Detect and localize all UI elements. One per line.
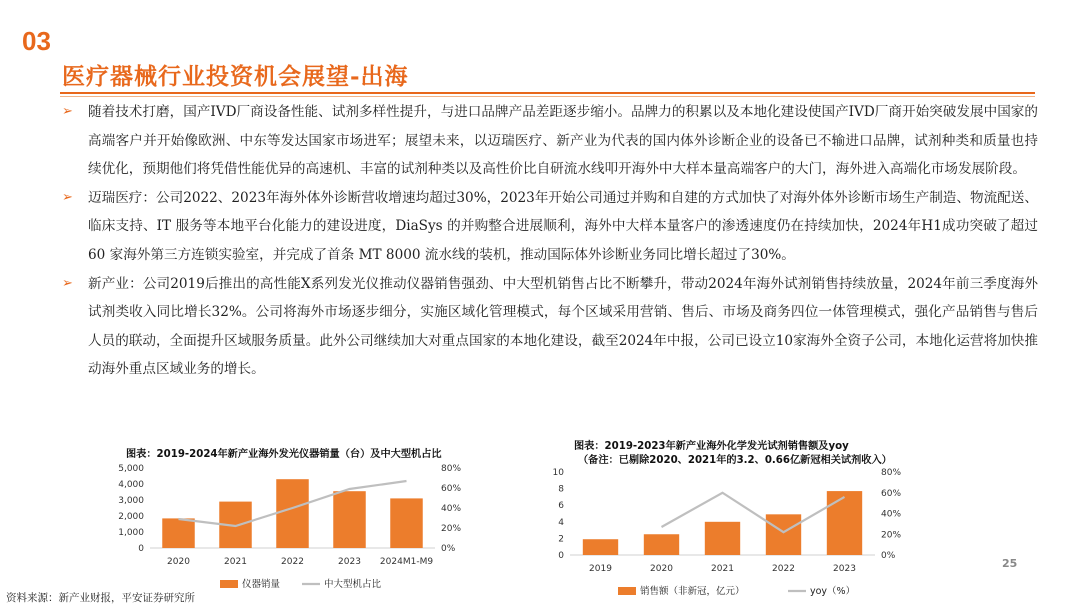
x-tick-label: 2022 — [281, 557, 304, 567]
x-tick-label: 2022 — [772, 564, 795, 574]
legend-label: 仪器销量 — [242, 579, 281, 590]
title-divider-thin — [60, 96, 1035, 97]
bullet-paragraph-2 — [60, 184, 1038, 270]
paragraph-text: 新产业：公司2019后推出的高性能X系列发光仪推动仪器销售强劲、中大型机销售占比不断攀升，带动2024年海外试剂销售持续放量，2024年前三季度海外试剂类收入同比增长32%。公司将海外市场逐步细分，实施区域化管理模式，每个区域采用营销、售后、市场及商务四位一体管理模式，强化产品销售与售后人员的联动，全面提升区域服务质量。此外公司继续加大对重点国家的本地化建设，截至2024年中报，公司已设立10家海外全资子公司，本地化运营将加快推动海外重点区域业务的增长。 — [88, 275, 1038, 378]
y-left-tick-label: 2 — [558, 534, 564, 545]
y-left-tick-label: 3,000 — [118, 496, 144, 506]
bar — [390, 498, 422, 548]
x-tick-label: 2023 — [338, 557, 361, 567]
y-left-tick-label: 10 — [552, 468, 564, 478]
body-text — [60, 98, 1038, 384]
legend-swatch-bar — [220, 580, 238, 588]
page-title: 医疗器械行业投资机会展望-出海 — [62, 63, 409, 90]
paragraph-text: 迈瑞医疗：公司2022、2023年海外体外诊断营收增速均超过30%，2023年开始公司通过并购和自建的方式加快了对海外体外诊断市场生产制造、物流配送、临床支持、IT 服务等本地平台化能力的建设进度，DiaSys 的并购整合进展顺利，海外中大样本量客户的渗透速度仍在持续加快，2024年H1成功突破了超过 60 家海外第三方连锁实验室，并完成了首条 MT 8000 流水线的装机，推动国际体外诊断业务同比增长超过了30%。 — [88, 189, 1038, 263]
y-right-tick-label: 20% — [881, 530, 902, 541]
y-right-tick-label: 0% — [441, 544, 456, 554]
arrow-right-icon: ➢ — [62, 275, 73, 291]
legend-label: 销售额（非新冠，亿元） — [640, 586, 745, 597]
series-line — [662, 493, 845, 532]
title-divider — [60, 92, 1035, 94]
arrow-right-icon: ➢ — [62, 189, 73, 205]
bar — [162, 518, 194, 548]
bar — [644, 534, 679, 555]
y-right-tick-label: 0% — [881, 551, 896, 561]
legend-label: 中大型机占比 — [324, 579, 382, 590]
legend-swatch-bar — [618, 587, 636, 595]
y-right-tick-label: 60% — [441, 484, 462, 494]
page-number: 25 — [1002, 557, 1018, 570]
y-left-tick-label: 6 — [558, 501, 564, 512]
bar — [766, 514, 801, 555]
y-left-tick-label: 2,000 — [118, 512, 144, 522]
y-left-tick-label: 0 — [558, 551, 564, 561]
x-tick-label: 2021 — [711, 564, 734, 574]
x-tick-label: 2020 — [650, 564, 673, 574]
legend-label: yoy（%） — [810, 586, 856, 597]
bar — [583, 539, 618, 555]
y-right-tick-label: 40% — [881, 509, 902, 520]
y-left-tick-label: 0 — [138, 544, 144, 554]
y-right-tick-label: 80% — [441, 464, 462, 474]
y-right-tick-label: 80% — [881, 468, 902, 478]
x-tick-label: 2023 — [833, 564, 856, 574]
bar — [705, 522, 740, 555]
arrow-right-icon: ➢ — [62, 104, 73, 119]
y-right-tick-label: 20% — [441, 524, 462, 534]
x-tick-label: 2021 — [224, 557, 247, 567]
y-right-tick-label: 60% — [881, 488, 902, 499]
y-left-tick-label: 5,000 — [118, 464, 144, 474]
x-tick-label: 2019 — [589, 564, 612, 574]
chart1-svg — [80, 460, 500, 590]
y-left-tick-label: 4,000 — [118, 480, 144, 490]
y-left-tick-label: 8 — [558, 484, 564, 495]
y-left-tick-label: 4 — [558, 517, 564, 528]
bullet-paragraph-3 — [60, 270, 1038, 384]
chart2-svg — [540, 462, 940, 602]
bullet-paragraph-1 — [60, 98, 1038, 184]
source-note: 资料来源：新产业财报，平安证券研究所 — [6, 592, 195, 604]
x-tick-label: 2020 — [167, 557, 190, 567]
section-number: 03 — [22, 26, 51, 56]
chart2-subtitle: （备注：已剔除2020、2021年的3.2、0.66亿新冠相关试剂收入） — [578, 455, 892, 466]
chart2-title: 图表：2019-2023年新产业海外化学发光试剂销售额及yoy — [574, 441, 849, 452]
chart1-title: 图表：2019-2024年新产业海外发光仪器销量（台）及中大型机占比 — [126, 449, 442, 460]
bar — [333, 491, 365, 548]
x-tick-label: 2024M1-M9 — [379, 557, 434, 567]
bar — [276, 479, 308, 548]
y-right-tick-label: 40% — [441, 504, 462, 514]
bar — [827, 491, 862, 555]
y-left-tick-label: 1,000 — [118, 528, 144, 538]
paragraph-text: 随着技术打磨，国产IVD厂商设备性能、试剂多样性提升，与进口品牌产品差距逐步缩小。品牌力的积累以及本地化建设使国产IVD厂商开始突破发展中国家的高端客户并开始像欧洲、中东等发达国家市场进军；展望未来，以迈瑞医疗、新产业为代表的国内体外诊断企业的设备已不输进口品牌，试剂种类和质量也持续优化，预期他们将凭借性能优异的高速机、丰富的试剂种类以及高性价比自研流水线叩开海外中大样本量高端客户的大门，海外进入高端化市场发展阶段。 — [88, 104, 1038, 178]
